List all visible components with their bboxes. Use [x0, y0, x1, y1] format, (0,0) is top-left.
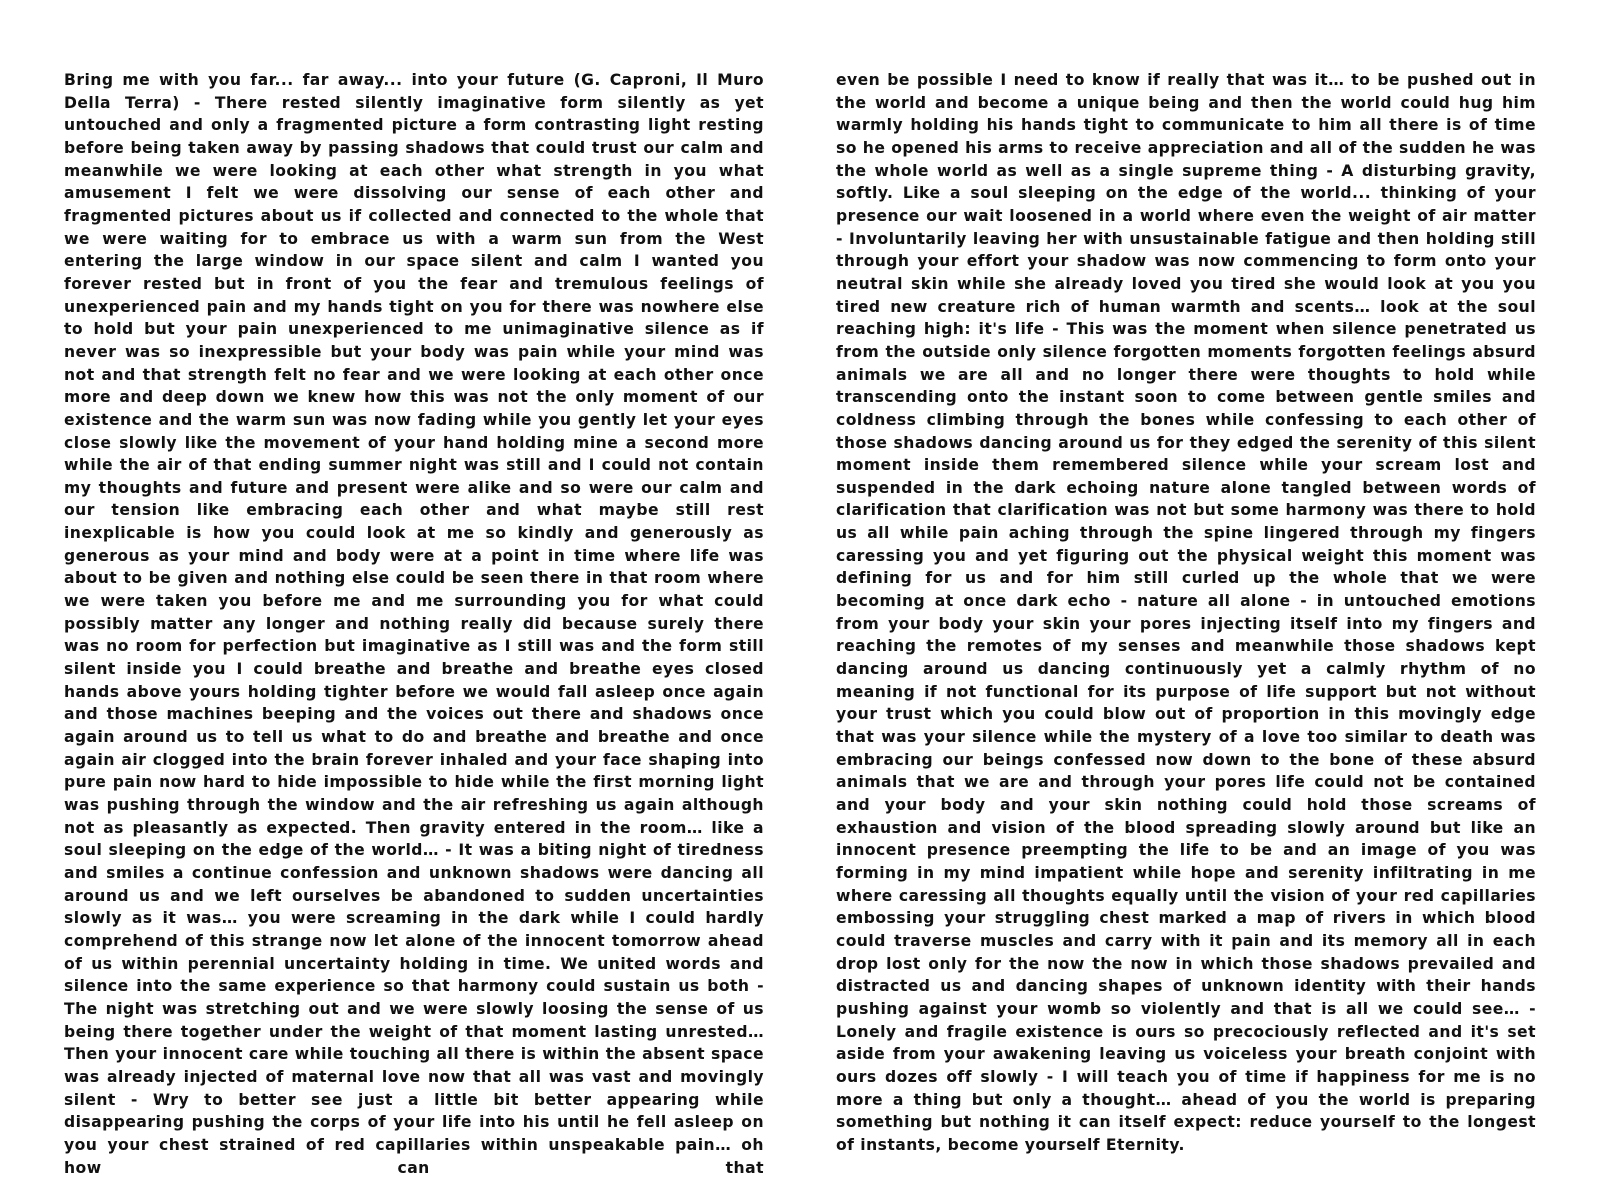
right-page-text: even be possible I need to know if really that was it… to be pushed out in the world and become a unique being and then the world could hug him warmly holding his hands tight to communicate to him all there is of time so he opened his arms to receive appreciation and all of the sudden he was the whole world as well as a single supreme thing - A disturbing gravity, softly. Like a soul sleeping on the edge of the world... thinking of your presence our wait loosened in a world where even the weight of air matter - Involuntarily leaving her with unsustainable fatigue and then holding still through your effort your shadow was now commencing to form onto your neutral skin while she already loved you tired she would look at you you tired new creature rich of human warmth and scents… look at the soul reaching high: it's life - This was the moment when silence penetrated us from the outside only silence forgotten moments forgotten feelings absurd animals we are all and no longer there were thoughts to hold while transcending onto the instant soon to come between gentle smiles and coldness climbing through the bones while confessing to each other of those shadows dancing around us for they edged the serenity of this silent moment inside them remembered silence while your scream lost and suspended in the dark echoing nature alone tangled between words of clarification that clarification was not but some harmony was there to hold us all while pain aching through the spine lingered through my fingers caressing you and yet figuring out the physical weight this moment was defining for us and for him still curled up the whole that we were becoming at once dark echo - nature all alone - in untouched emotions from your body your skin your pores injecting itself into my fingers and reaching the remotes of my senses and meanwhile those shadows kept dancing around us dancing continuously yet a calmly rhythm of no meaning if not functional for its purpose of life support but not without your trust which you could blow out of proportion in this movingly edge that was your silence while the mystery of a love too similar to death was embracing our beings confessed now down to the bone of these absurd animals that we are and through your pores life could not be contained and your body and your skin nothing could hold those screams of exhaustion and vision of the blood spreading slowly around but like an innocent presence preempting the life to be and an image of you was forming in my mind impatient while hope and serenity infiltrating in me where caressing all thoughts equally until the vision of your red capillaries embossing your struggling chest marked a map of rivers in which blood could traverse muscles and carry with it pain and its memory all in each drop lost only for the now the now in which those shadows prevailed and distracted us and dancing shapes of unknown identity with their hands pushing against your womb so violently and that is all we could see… - Lonely and fragile existence is ours so precociously reflected and it's set aside from your awakening leaving us voiceless your breath conjoint with ours dozes off slowly - I will teach you of time if happiness for me is no more a thing but only a thought… ahead of you the world is preparing something but nothing it can itself expect: reduce yourself to the longest of instants, become yourself Eternity.: [836, 71, 1536, 1154]
left-page-text: Bring me with you far... far away... into your future (G. Caproni, Il Muro Della Terra) - There rested silently imaginative form silently as yet untouched and only a fragmented picture a form contrasting light resting before being taken away by passing shadows that could trust our calm and meanwhile we were looking at each other what strength in you what amusement I felt we were dissolving our sense of each other and fragmented pictures about us if collected and connected to the whole that we were waiting for to embrace us with a warm sun from the West entering the large window in our space silent and calm I wanted you forever rested but in front of you the fear and tremulous feelings of unexperienced pain and my hands tight on you for there was nowhere else to hold but your pain unexperienced to me unimaginative silence as if never was so inexpressible but your body was pain while your mind was not and that strength felt no fear and we were looking at each other once more and deep down we knew how this was not the only moment of our existence and the warm sun was now fading while you gently let your eyes close slowly like the movement of your hand holding mine a second more while the air of that ending summer night was still and I could not contain my thoughts and future and present were alike and so were our calm and our tension like embracing each other and what maybe still rest inexplicable is how you could look at me so kindly and generously as generous as your mind and body were at a point in time where life was about to be given and nothing else could be seen there in that room where we were taken you before me and me surrounding you for what could possibly matter any longer and nothing really did because surely there was no room for perfection but imaginative as I still was and the form still silent inside you I could breathe and breathe and breathe eyes closed hands above yours holding tighter before we would fall asleep once again and those machines beeping and the voices out there and shadows once again around us to tell us what to do and breathe and breathe and once again air clogged into the brain forever inhaled and your face shaping into pure pain now hard to hide impossible to hide while the first morning light was pushing through the window and the air refreshing us again although not as pleasantly as expected. Then gravity entered in the room… like a soul sleeping on the edge of the world… - It was a biting night of tiredness and smiles a continue confession and unknown shadows were dancing all around us and we left ourselves be abandoned to sudden uncertainties slowly as it was… you were screaming in the dark while I could hardly comprehend of this strange now let alone of the innocent tomorrow ahead of us within perennial uncertainty holding in time. We united words and silence into the same experience so that harmony could sustain us both - The night was stretching out and we were slowly loosing the sense of us being there together under the weight of that moment lasting unrested… Then your innocent care while touching all there is within the absent space was already injected of maternal love now that all was vast and movingly silent - Wry to better see just a little bit better appearing while disappearing pushing the corps of your life into his until he fell asleep on you your chest strained of red capillaries within unspeakable pain… oh how can that: [64, 71, 764, 1177]
